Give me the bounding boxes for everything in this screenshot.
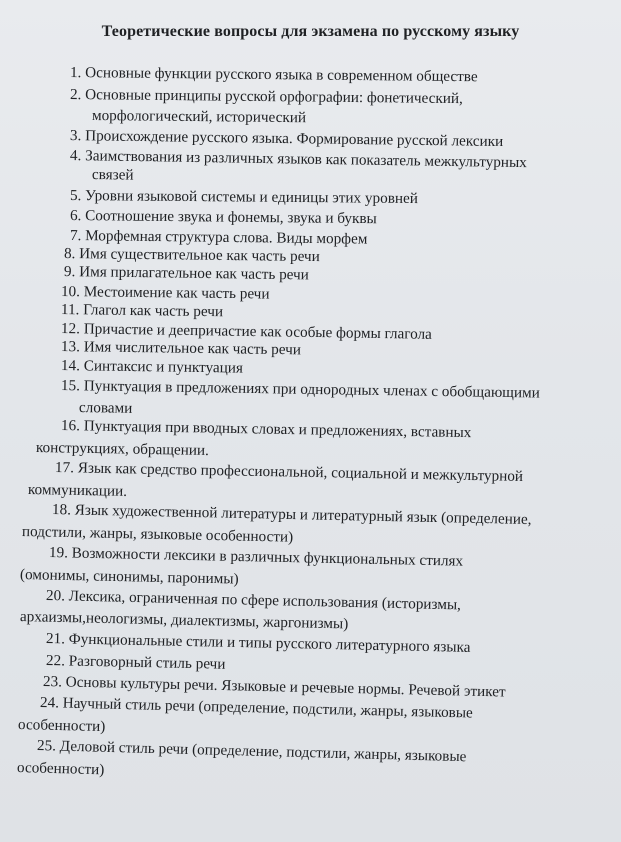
question-number: 9. <box>63 263 76 281</box>
question-text: Деловой стиль речи (определение, подстили, жанры, языковые <box>59 737 467 766</box>
question-text: Местоимение как часть речи <box>83 283 270 303</box>
question-number: 19. <box>48 544 69 562</box>
question-number: 18. <box>51 501 72 519</box>
question-text: Основы культуры речи. Языковые и речевые нормы. Речевой этикет <box>65 673 506 701</box>
question-number: 8. <box>63 245 76 263</box>
question-number: 15. <box>60 377 81 395</box>
question-text: Соотношение звука и фонемы, звука и буквы <box>85 207 377 228</box>
question-text-continuation: особенности) <box>16 759 105 779</box>
question-text: Пунктуация в предложениях при однородных членах с обобщающими <box>83 377 540 402</box>
question-item <box>61 301 223 320</box>
question-text-continuation: конструкциях, обращении. <box>35 439 210 460</box>
question-item <box>49 544 463 570</box>
question-text-continuation: коммуникации. <box>27 481 128 500</box>
question-item <box>46 630 471 656</box>
question-text: Уровни языковой системы и единицы этих уровней <box>85 187 418 208</box>
question-text: Лексика, ограниченная по сфере использования (историзмы, <box>68 587 462 614</box>
question-text: Пунктуация при вводных словах и предложениях, вставных <box>83 417 472 442</box>
question-number: 25. <box>36 737 57 755</box>
question-text: Разговорный стиль речи <box>68 652 226 673</box>
question-number: 2. <box>69 86 82 104</box>
question-item <box>61 283 270 303</box>
question-text: Причастие и деепричастие как особые формы глагола <box>83 320 432 343</box>
question-text-continuation: архаизмы,неологизмы, диалектизмы, жаргонизмы) <box>19 608 349 633</box>
question-text-continuation: (омонимы, синонимы, паронимы) <box>19 566 239 588</box>
question-text-continuation: подстили, жанры, языковые особенности) <box>21 523 294 546</box>
question-number: 11. <box>60 301 80 319</box>
question-item <box>70 127 503 150</box>
question-text-continuation: связей <box>91 166 134 184</box>
question-item <box>52 501 532 528</box>
question-text: Заимствования из различных языков как показатель межкультурных <box>85 147 527 172</box>
question-text: Имя числительное как часть речи <box>83 338 302 359</box>
question-number: 3. <box>69 127 82 145</box>
question-text: Функциональные стили и типы русского литературного языка <box>68 630 471 656</box>
question-text-continuation: словами <box>78 399 133 417</box>
question-item <box>70 147 527 171</box>
question-item <box>61 377 540 402</box>
question-number: 4. <box>69 147 82 165</box>
question-item <box>70 207 377 227</box>
question-number: 13. <box>60 338 81 356</box>
question-item <box>55 459 523 485</box>
question-item <box>61 357 243 377</box>
question-item <box>70 86 463 107</box>
question-text-continuation: особенности) <box>17 716 106 736</box>
question-item <box>64 245 320 265</box>
question-text: Основные принципы русской орфографии: фонетический, <box>85 86 463 108</box>
question-text: Возможности лексики в различных функциональных стилях <box>71 544 464 570</box>
question-text: Морфемная структура слова. Виды морфем <box>85 227 368 248</box>
question-number: 5. <box>69 187 82 205</box>
question-text: Глагол как часть речи <box>83 301 224 321</box>
question-item <box>70 64 478 85</box>
question-item <box>70 187 418 207</box>
question-text-continuation: морфологический, исторический <box>91 107 307 127</box>
question-number: 23. <box>42 673 63 691</box>
question-number: 1. <box>69 64 82 82</box>
question-text: Синтаксис и пунктуация <box>83 357 244 377</box>
question-item <box>46 652 226 673</box>
document-title: Теоретические вопросы для экзамена по русскому языку <box>101 23 520 40</box>
question-number: 20. <box>45 587 66 605</box>
question-number: 7. <box>69 227 82 245</box>
question-text: Имя существительное как часть речи <box>79 245 320 266</box>
question-number: 6. <box>69 207 82 225</box>
question-number: 14. <box>60 357 81 375</box>
question-text: Язык художественной литературы и литературный язык (определение, <box>74 501 532 529</box>
question-number: 12. <box>60 320 81 338</box>
question-number: 10. <box>60 283 81 301</box>
question-text: Язык как средство профессиональной, социальной и межкультурной <box>77 459 524 485</box>
question-number: 21. <box>45 630 66 648</box>
question-text: Происхождение русского языка. Формирование русской лексики <box>85 127 504 151</box>
question-item <box>70 227 368 248</box>
question-number: 22. <box>45 652 66 670</box>
question-item <box>61 417 472 441</box>
question-text: Научный стиль речи (определение, подстили, жанры, языковые <box>62 694 473 722</box>
question-text: Основные функции русского языка в современном обществе <box>85 64 478 86</box>
question-number: 16. <box>60 417 81 435</box>
question-number: 24. <box>39 694 60 712</box>
question-item <box>61 338 301 358</box>
question-text: Имя прилагательное как часть речи <box>79 263 309 284</box>
question-item <box>64 263 309 283</box>
question-number: 17. <box>54 459 75 477</box>
